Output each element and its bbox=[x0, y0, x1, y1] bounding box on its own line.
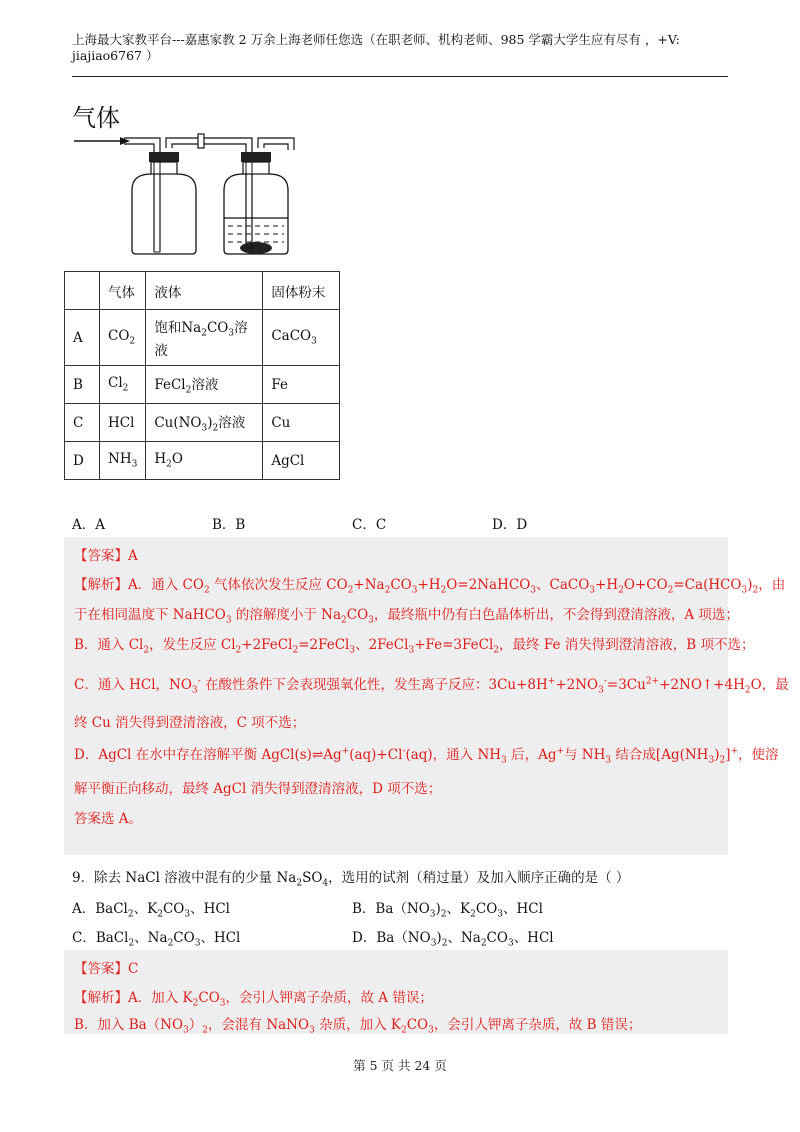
table-header-cell: 固体粉末 bbox=[263, 272, 340, 310]
q9-option: C．BaCl$_2$、$Na_2CO_3$、HCl bbox=[72, 930, 241, 949]
header-line-2: jiajiao6767 ） bbox=[72, 48, 159, 63]
q8-analysis-line: 终 Cu 消失得到澄清溶液，C 项不选； bbox=[74, 715, 306, 731]
table-header-cell bbox=[65, 272, 100, 310]
solid-cell: Cu bbox=[263, 404, 340, 442]
gas-cell: $Cl_2$ bbox=[100, 366, 146, 404]
q8-answer-block bbox=[64, 537, 789, 855]
q8-analysis-line: 【解析】A．通入 $CO_2$ 气体依次发生反应 $CO_2+Na_2CO_3+H_2O=2NaHCO_3$、$CaCO_3+H_2O+CO_2=Ca(HCO_3)_2$，由 bbox=[74, 577, 786, 596]
gas-cell: $CO_2$ bbox=[100, 310, 146, 366]
gas-label: 气体 bbox=[72, 104, 120, 132]
q8-analysis-line: 于在相同温度下 NaHCO$_3$ 的溶解度小于 $Na_2CO_3$，最终瓶中仍有白色晶体析出，不会得到澄清溶液，A 项选； bbox=[74, 607, 739, 626]
liquid-hatching bbox=[228, 226, 284, 242]
table-header-row bbox=[65, 272, 340, 310]
table-row bbox=[65, 366, 340, 404]
liquid-cell: $Cu(NO_3)_2$溶液 bbox=[146, 404, 263, 442]
apparatus-figure bbox=[72, 100, 332, 264]
q9-option: B．$Ba(NO_3)_2$、$K_2CO_3$、HCl bbox=[352, 901, 543, 920]
left-gas-bottle bbox=[132, 152, 196, 254]
q8-option: B．B bbox=[212, 517, 246, 533]
table-header-cell: 气体 bbox=[100, 272, 146, 310]
q8-analysis-line: C．通入 HCl，$NO_3^-$ 在酸性条件下会表现强氧化性，发生离子反应：$3Cu+8H^++2NO_3^-=3Cu^{2+}+2NO↑+4H_2O$，最 bbox=[74, 676, 789, 696]
reagent-table bbox=[64, 271, 340, 480]
q9-analysis-line: 【解析】A．加入 $K_2CO_3$，会引人钾离子杂质，故 A 错误； bbox=[74, 990, 433, 1009]
q9-answer-block bbox=[64, 950, 728, 1034]
q8-option: D．D bbox=[492, 517, 528, 533]
q8-analysis-line: 答案选 A。 bbox=[74, 811, 143, 827]
q8-answer: 【答案】A bbox=[74, 548, 138, 564]
solid-cell: CaCO$_3$ bbox=[263, 310, 340, 366]
q8-option: A．A bbox=[72, 517, 105, 533]
row-key: C bbox=[65, 404, 100, 442]
page-header bbox=[72, 32, 728, 64]
q9-option: A．BaCl$_2$、$K_2CO_3$、HCl bbox=[72, 901, 230, 920]
row-key: A bbox=[65, 310, 100, 366]
table-row bbox=[65, 442, 340, 480]
q9-answer: 【答案】C bbox=[74, 961, 139, 977]
q8-analysis-line: B．通入 $Cl_2$，发生反应 $Cl_2+2FeCl_2=2FeCl_3$、2FeCl$_3$+Fe=3FeCl$_2$，最终 Fe 消失得到澄清溶液，B 项不选； bbox=[74, 637, 755, 656]
q9-stem: 9．除去 NaCl 溶液中混有的少量 $Na_2SO_4$，选用的试剂（稍过量）及加入顺序正确的是（ ） bbox=[72, 870, 630, 889]
page-number: 第 5 页 共 24 页 bbox=[353, 1058, 447, 1073]
solid-cell: AgCl bbox=[263, 442, 340, 480]
gas-cell: HCl bbox=[100, 404, 146, 442]
table-row bbox=[65, 404, 340, 442]
liquid-cell: $H_2O$ bbox=[146, 442, 263, 480]
gas-cell: $NH_3$ bbox=[100, 442, 146, 480]
q9-analysis-line: B．加入 $Ba(NO_3)_2$，会混有 NaNO$_3$ 杂质，加入 $K_2CO_3$，会引人钾离子杂质，故 B 错误； bbox=[74, 1017, 642, 1036]
q8-analysis-line: 解平衡正向移动，最终 AgCl 消失得到澄清溶液，D 项不选； bbox=[74, 781, 442, 797]
table-header-cell: 液体 bbox=[146, 272, 263, 310]
gas-bottle-apparatus-diagram bbox=[72, 100, 332, 260]
header-line-1: 上海最大家教平台---嘉惠家教 2 万余上海老师任您选（在职老师、机构老师、985 学霸大学生应有尽有 ，+V: bbox=[72, 32, 680, 47]
row-key: D bbox=[65, 442, 100, 480]
header-divider bbox=[72, 76, 728, 77]
solid-cell: Fe bbox=[263, 366, 340, 404]
right-gas-bottle bbox=[224, 152, 288, 254]
q8-analysis-line: D．AgCl 在水中存在溶解平衡 AgCl(s)⇌Ag+(aq)+Cl-(aq)，通入 $NH_3$ 后，Ag+与 $NH_3$ 结合成$[Ag(NH_3)_2]^+$，使溶 bbox=[74, 746, 779, 766]
q8-option: C．C bbox=[352, 517, 387, 533]
q9-option: D．$Ba(NO_3)_2$、$Na_2CO_3$、HCl bbox=[352, 930, 554, 949]
tube-connector bbox=[198, 134, 204, 148]
solid-powder bbox=[240, 242, 272, 254]
table-row bbox=[65, 310, 340, 366]
liquid-cell: 饱和$Na_2CO_3$溶 液 bbox=[146, 310, 263, 366]
row-key: B bbox=[65, 366, 100, 404]
liquid-cell: FeCl$_2$溶液 bbox=[146, 366, 263, 404]
